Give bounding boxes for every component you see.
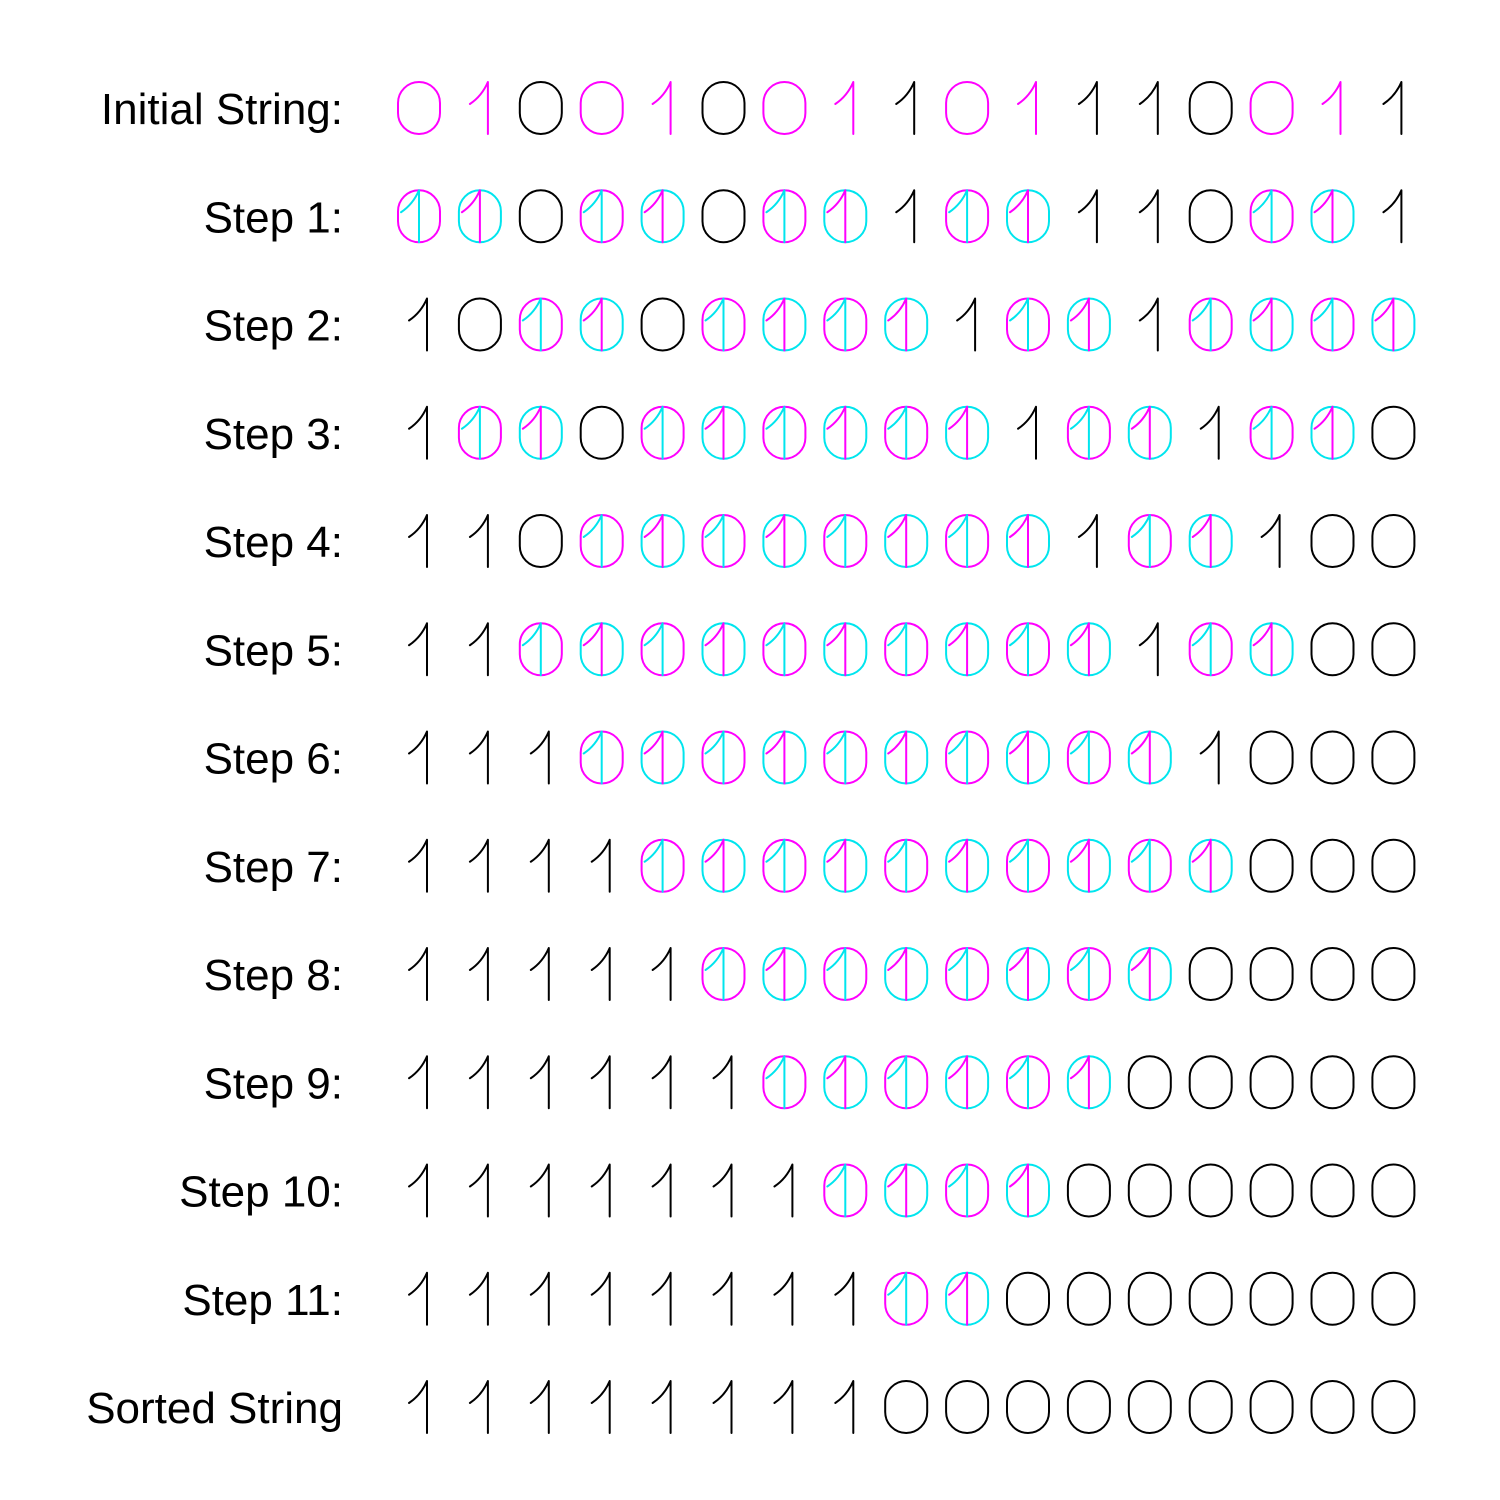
- digit-zero: [1129, 1165, 1171, 1217]
- digit-zero: [1312, 732, 1354, 784]
- digit-zero: [1190, 1273, 1232, 1325]
- digit-one: [592, 1165, 610, 1217]
- digit-one: [409, 948, 427, 1000]
- digit-zero: [1312, 1165, 1354, 1217]
- digit-zero-highlight: [1251, 82, 1293, 134]
- row-label: Step 1:: [203, 193, 343, 243]
- digit-one: [592, 1273, 610, 1325]
- digit-one-highlight: [1018, 82, 1036, 134]
- digit-one: [470, 840, 488, 892]
- digit-one: [1018, 407, 1036, 459]
- digit-one: [1079, 190, 1097, 242]
- digit-zero: [1190, 1381, 1232, 1433]
- digit-zero: [946, 1381, 988, 1433]
- digit-one: [774, 1273, 792, 1325]
- digit-one: [1079, 515, 1097, 567]
- digit-zero: [1312, 840, 1354, 892]
- digit-zero: [1372, 515, 1414, 567]
- digit-zero-highlight: [398, 82, 440, 134]
- digit-one-highlight: [835, 82, 853, 134]
- digit-one: [1383, 190, 1401, 242]
- digit-one: [653, 948, 671, 1000]
- digit-one: [714, 1056, 732, 1108]
- digit-one: [1201, 732, 1219, 784]
- digit-one: [1079, 82, 1097, 134]
- digit-one-highlight: [1323, 82, 1341, 134]
- digit-one: [531, 1165, 549, 1217]
- digit-zero: [1007, 1273, 1049, 1325]
- row-label: Step 5:: [203, 626, 343, 676]
- row-label: Step 6:: [203, 734, 343, 784]
- digit-zero: [1129, 1273, 1171, 1325]
- digit-zero: [1372, 1381, 1414, 1433]
- digit-one: [714, 1381, 732, 1433]
- digit-one: [592, 1056, 610, 1108]
- digit-one: [653, 1165, 671, 1217]
- digit-one: [531, 1273, 549, 1325]
- row-label: Step 4:: [203, 518, 343, 567]
- digit-one: [1201, 407, 1219, 459]
- digit-one: [835, 1381, 853, 1433]
- digit-one: [835, 1273, 853, 1325]
- digit-zero: [1372, 948, 1414, 1000]
- digit-one: [774, 1381, 792, 1433]
- digit-zero: [1372, 840, 1414, 892]
- digit-one: [592, 1381, 610, 1433]
- digit-one: [531, 1381, 549, 1433]
- digit-zero: [1190, 82, 1232, 134]
- digit-zero: [1190, 1165, 1232, 1217]
- digit-one: [1140, 623, 1158, 675]
- digit-one: [409, 1165, 427, 1217]
- digit-zero: [1190, 190, 1232, 242]
- digit-one: [1140, 299, 1158, 351]
- digit-zero: [1312, 1381, 1354, 1433]
- digit-one: [592, 948, 610, 1000]
- digit-zero: [1068, 1381, 1110, 1433]
- row-label: Step 8:: [203, 951, 343, 1000]
- digit-one: [896, 190, 914, 242]
- digit-one-highlight: [653, 82, 671, 134]
- digit-one: [1140, 82, 1158, 134]
- digit-one: [470, 732, 488, 784]
- digit-zero: [703, 190, 745, 242]
- digit-one: [653, 1273, 671, 1325]
- digit-one: [470, 623, 488, 675]
- digit-one: [714, 1165, 732, 1217]
- digit-one: [409, 407, 427, 459]
- digit-zero: [1312, 1273, 1354, 1325]
- digit-zero: [1312, 1056, 1354, 1108]
- digit-one: [774, 1165, 792, 1217]
- digit-zero: [885, 1381, 927, 1433]
- digit-zero: [1372, 1056, 1414, 1108]
- digit-one: [470, 1056, 488, 1108]
- digit-zero: [1372, 1273, 1414, 1325]
- digit-zero: [1129, 1381, 1171, 1433]
- row-label: Step 3:: [203, 409, 343, 459]
- digit-zero: [1129, 1056, 1171, 1108]
- digit-one: [1383, 82, 1401, 134]
- digit-one: [1140, 190, 1158, 242]
- digit-one: [409, 1056, 427, 1108]
- digit-one-highlight: [470, 82, 488, 134]
- digit-zero: [1251, 732, 1293, 784]
- digit-zero: [1251, 1273, 1293, 1325]
- digit-zero: [1068, 1165, 1110, 1217]
- row-label: Step 7:: [203, 842, 343, 892]
- digit-zero: [1190, 948, 1232, 1000]
- row-label: Initial String:: [100, 85, 343, 134]
- digit-one: [470, 948, 488, 1000]
- digit-zero: [520, 515, 562, 567]
- digit-zero: [1372, 732, 1414, 784]
- digit-zero: [1372, 407, 1414, 459]
- digit-zero: [520, 190, 562, 242]
- digit-one: [957, 299, 975, 351]
- digit-zero: [459, 299, 501, 351]
- digit-one: [409, 732, 427, 784]
- digit-one: [531, 840, 549, 892]
- digit-zero: [1251, 840, 1293, 892]
- row-label: Sorted String: [86, 1384, 343, 1433]
- digit-one: [531, 1056, 549, 1108]
- digit-zero: [1312, 623, 1354, 675]
- digit-zero: [1251, 1165, 1293, 1217]
- digit-zero: [520, 82, 562, 134]
- digit-one: [896, 82, 914, 134]
- digit-one: [1262, 515, 1280, 567]
- digit-one: [653, 1056, 671, 1108]
- digit-one: [531, 948, 549, 1000]
- digit-zero: [581, 407, 623, 459]
- digit-one: [409, 1381, 427, 1433]
- digit-zero-highlight: [581, 82, 623, 134]
- digit-zero: [1372, 1165, 1414, 1217]
- digit-one: [409, 623, 427, 675]
- digit-zero: [1068, 1273, 1110, 1325]
- digit-one: [409, 515, 427, 567]
- digit-one: [409, 299, 427, 351]
- digit-one: [470, 1381, 488, 1433]
- digit-zero: [1190, 1056, 1232, 1108]
- digit-zero: [1251, 948, 1293, 1000]
- digit-zero: [703, 82, 745, 134]
- digit-zero-highlight: [946, 82, 988, 134]
- digit-one: [409, 1273, 427, 1325]
- digit-one: [531, 732, 549, 784]
- digit-zero: [1312, 515, 1354, 567]
- digit-zero: [1372, 623, 1414, 675]
- digit-zero: [1251, 1381, 1293, 1433]
- digit-zero: [1312, 948, 1354, 1000]
- row-label: Step 10:: [179, 1167, 343, 1217]
- digit-one: [470, 1273, 488, 1325]
- row-label: Step 11:: [182, 1275, 343, 1325]
- digit-one: [470, 515, 488, 567]
- digit-one: [409, 840, 427, 892]
- digit-one: [470, 1165, 488, 1217]
- digit-zero: [642, 299, 684, 351]
- digit-zero: [1251, 1056, 1293, 1108]
- digit-one: [714, 1273, 732, 1325]
- digit-one: [653, 1381, 671, 1433]
- row-label: Step 2:: [203, 301, 343, 351]
- row-label: Step 9:: [203, 1059, 343, 1109]
- digit-zero-highlight: [763, 82, 805, 134]
- digit-zero: [1007, 1381, 1049, 1433]
- digit-one: [592, 840, 610, 892]
